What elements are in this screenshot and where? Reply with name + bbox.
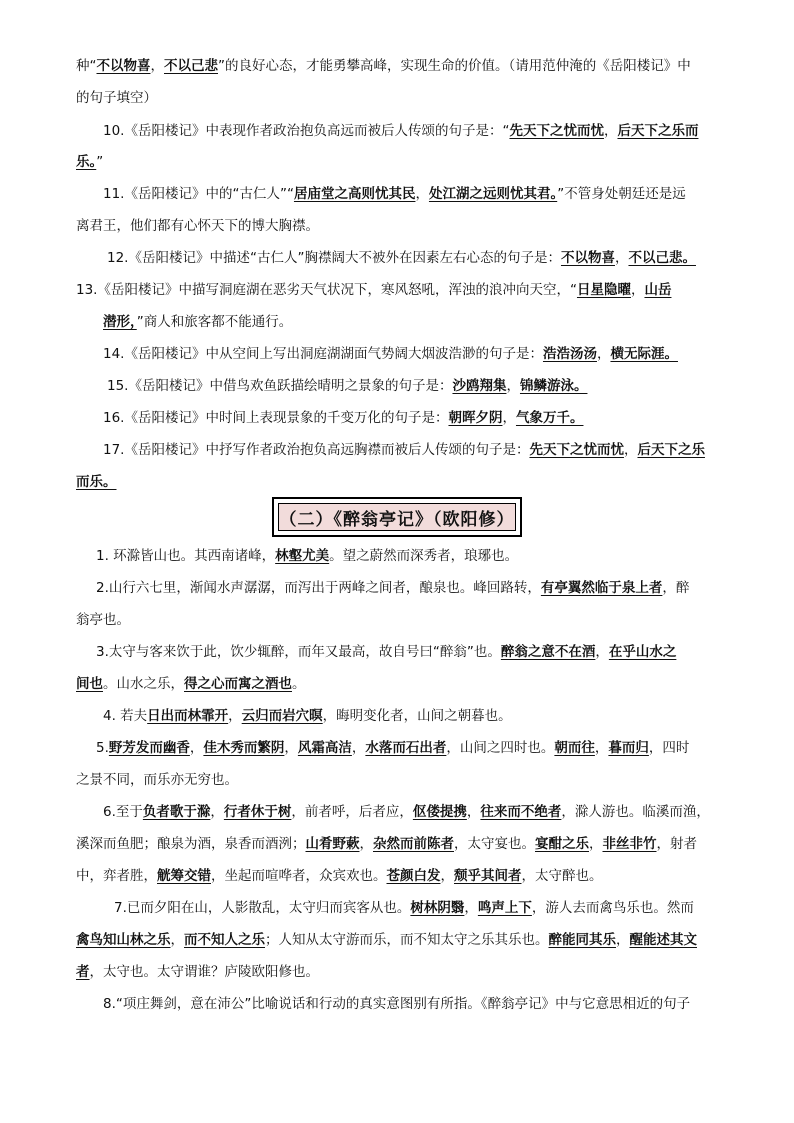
body-text: ，前者呼，后者应， [291, 804, 413, 820]
body-text: ， [440, 868, 454, 884]
answer-text: 林壑尤美 [275, 548, 330, 564]
body-text: 之景不同，而乐亦无穷也。 [76, 772, 238, 788]
body-text: ，太守醉也。 [521, 868, 603, 884]
body-text: 4. 若夫 [103, 708, 148, 724]
answer-text: 不以己悲 [164, 58, 218, 74]
body-text: ， [603, 123, 618, 139]
body-text: ，四时 [648, 740, 690, 756]
answer-text: 苍颜白发 [386, 868, 441, 884]
body-text: 6.至于 [103, 804, 143, 820]
text-line [114, 898, 694, 918]
text-line [76, 610, 130, 630]
body-text: ， [210, 804, 224, 820]
body-text: 中，弈者胜， [76, 868, 157, 884]
answer-text: 不以物喜 [96, 58, 151, 74]
answer-text: 宴酣之乐 [535, 836, 589, 852]
text-line [96, 642, 676, 662]
section-title-box [272, 497, 522, 537]
answer-text: 野芳发而幽香 [108, 740, 190, 756]
body-text: 5. [96, 740, 109, 756]
body-text: ， [614, 250, 629, 266]
body-text: 14.《岳阳楼记》中从空间上写出洞庭湖湖面气势阔大烟波浩渺的句子是： [103, 346, 543, 362]
body-text: ， [150, 58, 164, 74]
text-line [76, 216, 319, 236]
text-line [103, 440, 705, 460]
answer-text: 负者歌于滁 [142, 804, 211, 820]
body-text: ，射者 [656, 836, 697, 852]
body-text: ， [359, 836, 373, 852]
body-text: ；人知从太守游而乐，而不知太守之乐其乐也。 [265, 932, 549, 948]
text-line [96, 546, 518, 566]
answer-text: 沙鸥翔集 [452, 378, 507, 394]
body-text: 13.《岳阳楼记》中描写洞庭湖在恶劣天气状况下，寒风怒吼，浑浊的浪冲向天空，“ [76, 282, 577, 298]
answer-text: 朝而往 [554, 740, 595, 756]
text-line [76, 472, 117, 492]
answer-text: 醉翁之意不在酒 [500, 644, 596, 660]
body-text: ， [170, 932, 184, 948]
body-text: 种“ [76, 58, 97, 74]
text-line [76, 834, 697, 854]
body-text: ，游人去而禽鸟乐也。然而 [531, 900, 694, 916]
text-line [96, 738, 689, 758]
answer-text: 而不知人之乐 [184, 932, 265, 948]
body-text: 。 [292, 676, 306, 692]
body-text: ， [594, 740, 609, 756]
body-text: ，太守宴也。 [454, 836, 535, 852]
answer-text: 不以物喜 [560, 250, 615, 266]
answer-text: 醒能述其文 [629, 932, 697, 948]
answer-text: 而乐。 [76, 474, 117, 490]
body-text: ”不管身处朝廷还是远 [557, 186, 686, 202]
answer-text: 山肴野蔌 [305, 836, 360, 852]
body-text: 11.《岳阳楼记》中的“古仁人”“ [103, 186, 294, 202]
body-text: ， [595, 644, 609, 660]
answer-text: 风霜高洁 [297, 740, 352, 756]
text-line [76, 866, 603, 886]
body-text: ， [228, 708, 242, 724]
body-text: 的句子填空） [76, 90, 157, 106]
body-text: 7.已而夕阳在山，人影散乱，太守归而宾客从也。 [114, 900, 411, 916]
body-text: ，醉 [662, 580, 690, 596]
text-line [103, 344, 678, 364]
answer-text: 朝晖夕阴 [448, 410, 503, 426]
body-text: ， [502, 410, 516, 426]
body-text: 8.“项庄舞剑，意在沛公”比喻说话和行动的真实意图别有所指。《醉翁亭记》中与它意思相近的句子 [103, 996, 691, 1012]
body-text: ， [415, 186, 429, 202]
body-text: 3.太守与客来饮于此，饮少辄醉，而年又最高，故自号曰“醉翁”也。 [96, 644, 501, 660]
answer-text: 间也 [76, 676, 103, 692]
text-line [76, 88, 157, 108]
body-text: 12.《岳阳楼记》中描述“古仁人”胸襟阔大不被外在因素左右心态的句子是： [107, 250, 561, 266]
answer-text: 伛偻提携 [412, 804, 467, 820]
text-line [103, 312, 292, 332]
text-line [76, 770, 238, 790]
answer-text: 树林阴翳 [410, 900, 465, 916]
body-text: ， [616, 932, 630, 948]
answer-text: 颓乎其间者 [454, 868, 522, 884]
answer-text: 杂然而前陈者 [373, 836, 454, 852]
text-line [103, 706, 512, 726]
body-text: ， [506, 378, 520, 394]
body-text: ，太守也。太守谓谁？庐陵欧阳修也。 [89, 964, 319, 980]
answer-text: 禽鸟知山林之乐 [76, 932, 171, 948]
answer-text: 横无际涯。 [610, 346, 678, 362]
body-text: ， [189, 740, 204, 756]
text-line [107, 376, 587, 396]
body-text: ， [623, 442, 638, 458]
answer-text: 后天下之乐而 [617, 123, 699, 139]
answer-text: 云归而岩穴暝 [241, 708, 323, 724]
body-text: ， [630, 282, 645, 298]
text-line [96, 578, 689, 598]
body-text: 离君王，他们都有心怀天下的博大胸襟。 [76, 218, 319, 234]
text-line [103, 408, 583, 428]
answer-text: 日星隐曜 [576, 282, 631, 298]
text-line [76, 930, 697, 950]
answer-text: 非丝非竹 [602, 836, 657, 852]
text-line [107, 248, 696, 268]
text-line [103, 184, 686, 204]
body-text: 2.山行六七里，渐闻水声潺潺，而泻出于两峰之间者，酿泉也。峰回路转， [96, 580, 541, 596]
body-text: ，滁人游也。临溪而渔， [561, 804, 710, 820]
body-text: ， [351, 740, 366, 756]
answer-text: 暮而归 [608, 740, 649, 756]
answer-text: 潜形， [103, 314, 137, 330]
answer-text: 锦鳞游泳。 [519, 378, 588, 394]
text-line [103, 994, 690, 1014]
text-line [103, 121, 698, 141]
body-text: ，晦明变化者，山间之朝暮也。 [322, 708, 512, 724]
answer-text: 气象万千。 [515, 410, 584, 426]
body-text: ， [464, 900, 478, 916]
body-text: 翁亭也。 [76, 612, 130, 628]
answer-text: 有亭翼然临于泉上者 [540, 580, 663, 596]
answer-text: 醉能同其乐 [548, 932, 616, 948]
answer-text: 先天下之忧而忧 [529, 442, 624, 458]
answer-text: 后天下之乐 [637, 442, 705, 458]
answer-text: 乐。 [76, 154, 97, 170]
text-line [76, 56, 691, 76]
answer-text: 佳木秀而繁阴 [203, 740, 285, 756]
body-text: 15.《岳阳楼记》中借鸟欢鱼跃描绘晴明之景象的句子是： [107, 378, 453, 394]
body-text: ”商人和旅客都不能通行。 [136, 314, 293, 330]
answer-text: 得之心而寓之酒也 [184, 676, 292, 692]
text-line [76, 962, 319, 982]
text-line [103, 802, 710, 822]
body-text: 17.《岳阳楼记》中抒写作者政治抱负高远胸襟而被后人传颂的句子是： [103, 442, 530, 458]
answer-text: 行者休于树 [223, 804, 292, 820]
answer-text: 山岳 [644, 282, 672, 298]
body-text: ， [596, 346, 611, 362]
answer-text: 在乎山水之 [608, 644, 677, 660]
body-text: 。望之蔚然而深秀者，琅琊也。 [329, 548, 519, 564]
answer-text: 处江湖之远则忧其君。 [428, 186, 558, 202]
body-text: 。山水之乐， [103, 676, 184, 692]
text-line [76, 674, 306, 694]
body-text: 10.《岳阳楼记》中表现作者政治抱负高远而被后人传颂的句子是：“ [103, 123, 510, 139]
section-title: （二）《醉翁亭记》（欧阳修） [278, 503, 516, 531]
body-text: 1. 环滁皆山也。其西南诸峰， [96, 548, 276, 564]
answer-text: 鸣声上下 [477, 900, 532, 916]
answer-text: 者 [76, 964, 90, 980]
text-line [76, 152, 103, 172]
body-text: ，山间之四时也。 [446, 740, 555, 756]
body-text: 16.《岳阳楼记》中时间上表现景象的千变万化的句子是： [103, 410, 449, 426]
answer-text: 居庙堂之高则忧其民 [293, 186, 416, 202]
body-text: ， [284, 740, 298, 756]
answer-text: 先天下之忧而忧 [509, 123, 604, 139]
answer-text: 往来而不绝者 [480, 804, 562, 820]
body-text: 溪深而鱼肥；酿泉为酒，泉香而酒洌； [76, 836, 306, 852]
body-text: ”的良好心态，才能勇攀高峰，实现生命的价值。（请用范仲淹的《岳阳楼记》中 [218, 58, 691, 74]
body-text: ， [466, 804, 481, 820]
body-text: ， [589, 836, 603, 852]
text-line [76, 280, 671, 300]
answer-text: 浩浩汤汤 [542, 346, 597, 362]
body-text: ” [96, 154, 104, 170]
answer-text: 不以己悲。 [628, 250, 696, 266]
answer-text: 日出而林霏开 [147, 708, 229, 724]
answer-text: 水落而石出者 [365, 740, 447, 756]
body-text: ，坐起而喧哗者，众宾欢也。 [211, 868, 387, 884]
answer-text: 觥筹交错 [157, 868, 211, 884]
